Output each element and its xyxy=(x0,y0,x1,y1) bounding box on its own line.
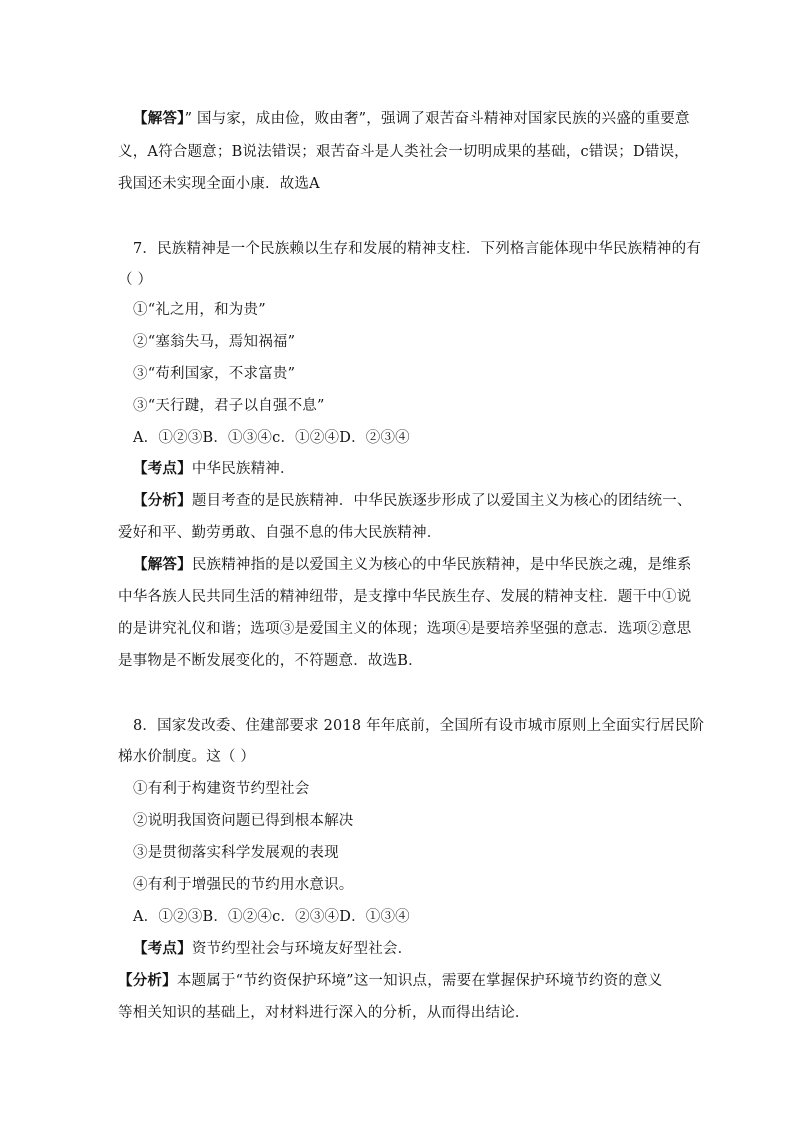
q7-jieda-line1: 【解答】民族精神指的是以爱国主义为核心的中华民族精神，是中华民族之魂，是维系 xyxy=(133,556,692,573)
q7-option-4: ③“天行踺，君子以自强不息” xyxy=(133,398,325,414)
q7-option-2: ②“塞翁失马，焉知祸福” xyxy=(133,334,296,350)
q8-option-2: ②说明我国资问题已得到根本解决 xyxy=(133,813,354,829)
q7-stem-line1: 7．民族精神是一个民族赖以生存和发展的精神支柱．下列格言能体现中华民族精神的有 xyxy=(133,241,702,257)
q7-jieda-line2: 中华各族人民共同生活的精神纽带，是支撑中华民族生存、发展的精神支柱．题干中①说 xyxy=(118,589,692,605)
q7-fenxi-line1: 【分析】题目考查的是民族精神．中华民族逐步形成了以爱国主义为核心的团结统一、 xyxy=(133,492,692,509)
q7-kaodian: 【考点】中华民族精神． xyxy=(133,460,295,477)
q7-jieda-line3: 的是讲究礼仪和谐；选项③是爱国主义的体现；选项④是要培养坚强的意志．选项②意思 xyxy=(118,621,692,637)
q7-fenxi-line2: 爱好和平、勤劳勇敢、自强不息的伟大民族精神． xyxy=(118,525,442,541)
q7-stem-line2: （ ） xyxy=(118,272,153,288)
q8-option-1: ①有利于构建资节约型社会 xyxy=(133,781,310,797)
q7-option-1: ①“礼之用，和为贵” xyxy=(133,302,266,318)
answer-tag: 【解答】 xyxy=(133,110,185,127)
q6-answer-line2: 义，A符合题意；B说法错误；艰苦奋斗是人类社会一切明成果的基础，c错误；D错误， xyxy=(118,144,689,160)
q8-kaodian: 【考点】资节约型社会与环境友好型社会． xyxy=(133,940,413,957)
q8-fenxi-line1: 【分析】本题属于“节约资保护环境”这一知识点，需要在掌握保护环境节约资的意义 xyxy=(118,972,663,989)
q8-stem-line2: 梯水价制度。这（ ） xyxy=(118,749,256,765)
q7-jieda-line4: 是事物是不断发展变化的，不符题意．故选B． xyxy=(118,653,423,669)
q6-answer-line1: 【解答】” 国与家，成由俭，败由奢”，强调了艰苦奋斗精神对国家民族的兴盛的重要意 xyxy=(133,110,690,127)
q8-choices: A．①②③B．①②④c．②③④D．①③④ xyxy=(133,909,410,925)
q8-stem-line1: 8．国家发改委、住建部要求 2018 年年底前，全国所有设市城市原则上全面实行居民阶 xyxy=(133,718,705,734)
q7-option-3: ③“苟利国家，不求富贵” xyxy=(133,366,296,382)
q7-choices: A．①②③B．①③④c．①②④D．②③④ xyxy=(133,430,410,446)
q6-answer-line3: 我国还未实现全面小康．故选A xyxy=(118,176,320,192)
q8-option-3: ③是贯彻落实科学发展观的表现 xyxy=(133,845,339,861)
q8-fenxi-line2: 等相关知识的基础上，对材料进行深入的分析，从而得出结论． xyxy=(118,1005,530,1021)
q8-option-4: ④有利于增强民的节约用水意识。 xyxy=(133,877,354,893)
